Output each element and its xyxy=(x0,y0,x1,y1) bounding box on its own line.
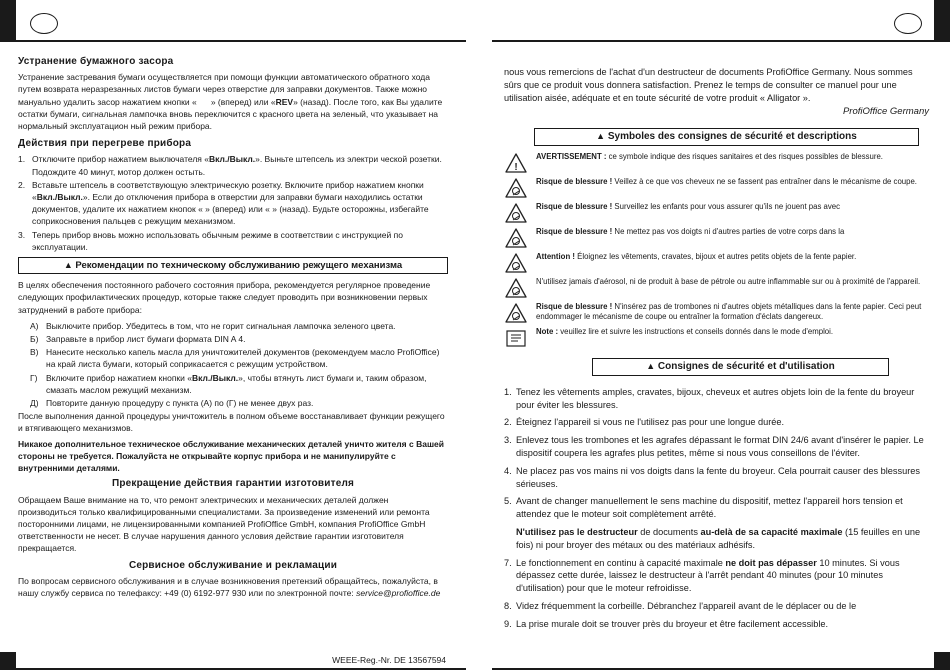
service-email[interactable]: service@profioffice.de xyxy=(356,587,441,598)
page-number-oval xyxy=(30,13,58,34)
maintenance-box-title: ▲ Рекомендации по техническому обслуживанию режущего механизма xyxy=(18,257,448,274)
maintenance-after: После выполнения данной процедуры уничтожитель в полном объеме восстанавливает функции режущего и втягивающего механизмов. xyxy=(18,411,445,434)
symbol-row xyxy=(504,177,929,200)
maintenance-intro: В целях обеспечения постоянного рабочего состояния прибора, рекомендуется регулярное проведение следующих профилактических процедур, которые также следует проводить при возникновении первых затруднений в работе прибора: xyxy=(18,280,431,315)
signature: ProfiOffice Germany xyxy=(842,106,929,118)
safety-item: N'utilisez pas le destructeur de documents au-delà de sa capacité maximale (15 feuilles en une fois) ni pour broyer des métaux ou des matériaux adhésifs. xyxy=(516,526,921,550)
left-footer-block xyxy=(0,652,16,670)
overheat-step: 3. Теперь прибор вновь можно использовать обычным режиме в соответствии с инструкцией по эксплуатации. xyxy=(18,229,403,252)
maintenance-warning: Никакое дополнительное техническое обслуживание механических деталей уничто жителя с Вашей стороны не требуется. Пожалуйста не открывайте корпус прибора и не манипулируйте с внутренними деталями. xyxy=(18,438,444,474)
symbol-row xyxy=(504,327,929,350)
warning-icon: ▲ xyxy=(596,131,606,142)
safety-item: 4. Ne placez pas vos mains ni vos doigts dans la fente du broyeur. Cela pourrait causer des blessures sérieuses. xyxy=(504,465,920,489)
safety-box-title: ▲ Consignes de sécurité et d'utilisation xyxy=(592,358,889,376)
symbol-row xyxy=(504,202,929,225)
symbol-row xyxy=(504,227,929,250)
safety-list xyxy=(504,386,929,631)
maintenance-step: А) Выключите прибор. Убедитесь в том, что не горит сигнальная лампочка зеленого цвета. xyxy=(30,320,396,331)
overheat-list xyxy=(18,153,448,253)
symbol-description: Risque de blessure ! Ne mettez pas vos doigts ni d'autres parties de votre corps dans la xyxy=(536,226,845,236)
right-content xyxy=(504,66,929,636)
safety-item: 7. Le fonctionnement en continu à capacité maximale ne doit pas dépasser 10 minutes. Si vous dépassez cette durée, laissez le destructeur à l'arrêt pendant 40 minutes (pour 10 minutes d'utilisation) pour que le moteur refroidisse. xyxy=(504,557,900,594)
warning-general-icon xyxy=(504,152,528,174)
overheat-step: 2. Вставьте штепсель в соответствующую электрическую розетку. Включите прибор нажатием кнопки «Вкл./Выкл.». Если до отключения прибора в отверстии для заправки бумаги находились остатки документов, удалите их нажатием кнопок « » (вперед) или « » (назад). Будьте осторожны, избегайте соприкосновения пальцев с режущим механизмом. xyxy=(18,179,429,227)
maintenance-step: Г) Включите прибор нажатием кнопки «Вкл./Выкл.», чтобы втянуть лист бумаги и, таким образом, смазать маслом режущий механизм. xyxy=(30,372,427,395)
jam-title: Устранение бумажного засора xyxy=(18,56,174,67)
symbol-row xyxy=(504,152,929,175)
service-text: По вопросам сервисного обслуживания и в случае возникновения претензий обращайтесь, пожалуйста, в нашу службу сервиса по телефаксу: +49 (0) 6192-977 930 или по электронной почте: service@profioffice.de xyxy=(18,575,441,598)
safety-item: 8. Videz fréquemment la corbeille. Débranchez l'appareil avant de le déplacer ou de le xyxy=(504,600,857,611)
overheat-title: Действия при перегреве прибора xyxy=(18,138,192,150)
left-header-block xyxy=(0,0,16,42)
aerosol-hazard-icon xyxy=(504,277,528,299)
svg-text:!: ! xyxy=(514,161,518,173)
staple-hazard-icon xyxy=(504,302,528,324)
left-header xyxy=(0,0,466,42)
symbol-description: Risque de blessure ! Surveillez les enfants pour vous assurer qu'ils ne jouent pas avec xyxy=(536,201,840,211)
symbol-list xyxy=(504,152,929,350)
symbol-row xyxy=(504,302,929,325)
finger-hazard-icon xyxy=(504,227,528,249)
right-page xyxy=(492,0,950,670)
maintenance-step: Д) Повторите данную процедуру с пункта (А) по (Г) не менее двух раз. xyxy=(30,398,314,409)
safety-item: 1. Tenez les vêtements amples, cravates, bijoux, cheveux et autres objets loin de la fente du broyeur pour éviter les blessures. xyxy=(504,386,915,410)
warning-icon: ▲ xyxy=(646,360,656,371)
left-footer xyxy=(0,652,466,670)
warranty-title: Прекращение действия гарантии изготовителя xyxy=(111,478,355,490)
symbol-description: Note : veuillez lire et suivre les instructions et conseils donnés dans le mode d'emploi. xyxy=(536,326,834,336)
right-footer xyxy=(492,652,950,670)
right-header-rule xyxy=(492,40,950,42)
intro-text: nous vous remercions de l'achat d'un destructeur de documents ProfiOffice Germany. Nous sommes sûrs que ce produit vous donnera satisfaction. Prenez le temps de consulter ce manuel pour une utilisation aisée, adéquate et en toute sécurité de votre produit « Alligator ». xyxy=(504,67,913,103)
symbols-box-title: ▲ Symboles des consignes de sécurité et descriptions xyxy=(534,128,919,146)
child-hazard-icon xyxy=(504,202,528,224)
left-content xyxy=(18,52,448,600)
symbol-description: Attention ! Éloignez les vêtements, cravates, bijoux et autres petits objets de la fente papier. xyxy=(536,251,857,261)
symbol-row xyxy=(504,277,929,300)
safety-item: 2. Éteignez l'appareil si vous ne l'utilisez pas pour une longue durée. xyxy=(504,417,785,428)
jam-text: Устранение застревания бумаги осуществляется при помощи функции автоматического обратного хода путем возврата неразрезанных листов бумаги через отверстие для заправки документов. Также можно мануально удалить засор нажатием кнопки « » (вперед) или «REV» (назад). После того, как Вы удалите остатки бумаги, сигнальная лампочка вновь переключится с красного цвета на зеленый, что указывает на нормальный эксплуатацион ный режим прибора. xyxy=(18,72,443,132)
overheat-step: 1. Отключите прибор нажатием выключателя «Вкл./Выкл.». Выньте штепсель из электри ческой розетки. Подождите 40 минут, мотор должен остыть. xyxy=(18,154,442,177)
maintenance-step: Б) Заправьте в прибор лист бумаги формата DIN A 4. xyxy=(30,334,246,345)
right-footer-block xyxy=(934,652,950,670)
clothing-hazard-icon xyxy=(504,252,528,274)
safety-item: 3. Enlevez tous les trombones et les agrafes dépassant le format DIN 24/6 avant d'insérer le papier. Le dispositif coupera les agrafes plus petites, même si nous vous conseillons de l'éviter. xyxy=(504,435,924,458)
page-number-oval xyxy=(894,13,922,34)
safety-item: 5. Avant de changer manuellement le sens machine du dispositif, mettez l'appareil hors tension et attendez que le moteur soit complètement arrêté. xyxy=(504,496,903,520)
right-header xyxy=(492,0,950,42)
manual-icon xyxy=(504,327,528,349)
warranty-text: Обращаем Ваше внимание на то, что ремонт электрических и механических деталей должен производиться только квалифицированными специалистами. За произведение изменений или ремонта посторонними лицами, не лицензированными компанией ProfiOffice GmbH, компания ProfiOffice GmbH ответственности не несет. В случае нарушения данного условия действие гарантии изготовителя прекращается. xyxy=(18,494,430,554)
weee-reg-number: WEEE-Reg.-Nr. DE 13567594 xyxy=(332,655,446,665)
left-header-rule xyxy=(0,40,466,42)
symbol-description: Risque de blessure ! N'insérez pas de trombones ni d'autres objets métalliques dans la fente papier. Ceci peut endommager le mécanisme de coupe ou entraîner la formation d'éclats dangereux. xyxy=(536,301,922,321)
symbol-row xyxy=(504,252,929,275)
right-header-block xyxy=(934,0,950,42)
maintenance-steps xyxy=(18,320,448,409)
symbol-description: Risque de blessure ! Veillez à ce que vos cheveux ne se fassent pas entraîner dans le mécanisme de coupe. xyxy=(536,176,917,186)
warning-icon: ▲ xyxy=(63,260,73,271)
symbol-description: N'utilisez jamais d'aérosol, ni de produit à base de pétrole ou autre inflammable sur ou à proximité de l'appareil. xyxy=(536,276,921,286)
maintenance-step: В) Нанесите несколько капель масла для уничтожителей документов (рекомендуем масло ProfiOffice) на край листа бумаги, который соприкасается с режущим устройством. xyxy=(30,347,440,370)
left-page xyxy=(0,0,466,670)
service-title: Сервисное обслуживание и рекламации xyxy=(128,559,338,571)
symbol-description: AVERTISSEMENT : ce symbole indique des risques sanitaires et des risques possibles de blessure. xyxy=(536,151,883,161)
safety-item: 9. La prise murale doit se trouver près du broyeur et être facilement accessible. xyxy=(504,618,829,629)
hair-hazard-icon xyxy=(504,177,528,199)
